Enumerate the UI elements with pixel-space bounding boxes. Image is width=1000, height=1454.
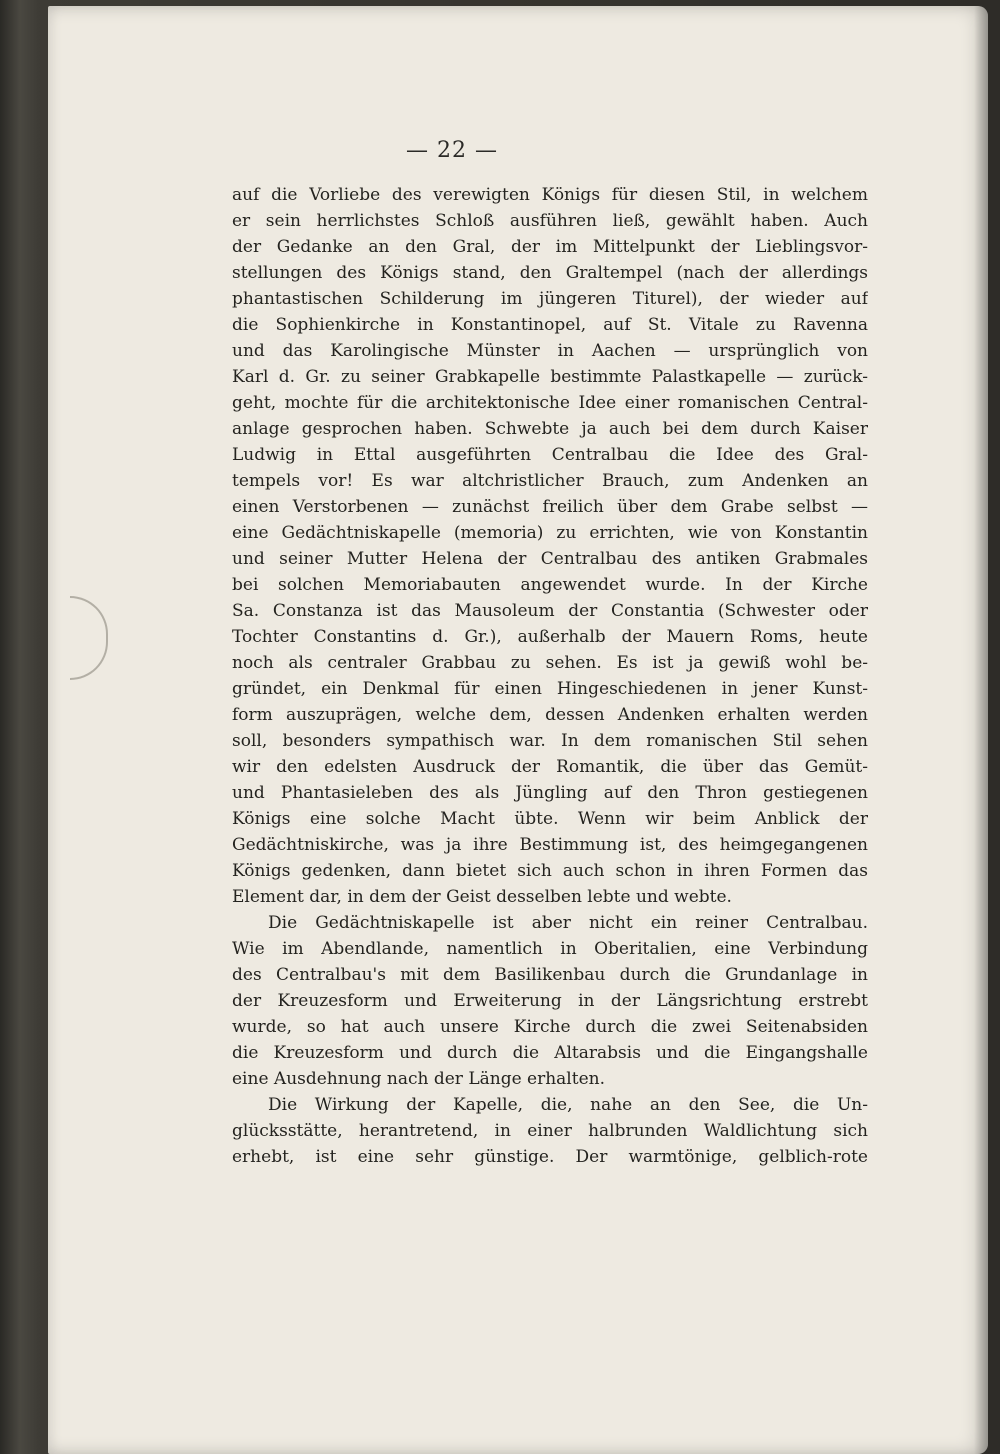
text-line: Sa. Constanza ist das Mausoleum der Constantia (Schwester oder xyxy=(232,601,868,621)
text-line: Wie im Abendlande, namentlich in Oberitalien, eine Verbindung xyxy=(232,939,868,959)
text-line: anlage gesprochen haben. Schwebte ja auch bei dem durch Kaiser xyxy=(232,419,868,439)
text-line: Gedächtniskirche, was ja ihre Bestimmung ist, des heimgegangenen xyxy=(232,835,868,855)
paper-clip-mark xyxy=(70,596,108,680)
text-line: Karl d. Gr. zu seiner Grabkapelle bestimmte Palastkapelle — zurück- xyxy=(232,367,868,387)
text-line: auf die Vorliebe des verewigten Königs für diesen Stil, in welchem xyxy=(232,185,868,205)
text-line: der Kreuzesform und Erweiterung in der Längsrichtung erstrebt xyxy=(232,991,868,1011)
page-number: — 22 — xyxy=(406,138,498,163)
text-line: geht, mochte für die architektonische Idee einer romanischen Central- xyxy=(232,393,868,413)
text-line: eine Gedächtniskapelle (memoria) zu errichten, wie von Konstantin xyxy=(232,523,868,543)
text-line: die Kreuzesform und durch die Altarabsis und die Eingangshalle xyxy=(232,1043,868,1063)
text-line: noch als centraler Grabbau zu sehen. Es ist ja gewiß wohl be- xyxy=(232,653,868,673)
text-line: form auszuprägen, welche dem, dessen Andenken erhalten werden xyxy=(232,705,868,725)
text-line: und Phantasieleben des als Jüngling auf den Thron gestiegenen xyxy=(232,783,868,803)
text-line: der Gedanke an den Gral, der im Mittelpunkt der Lieblingsvor- xyxy=(232,237,868,257)
text-line: wurde, so hat auch unsere Kirche durch die zwei Seitenabsiden xyxy=(232,1017,868,1037)
text-line: Die Gedächtniskapelle ist aber nicht ein reiner Centralbau. xyxy=(268,913,868,933)
text-line: Tochter Constantins d. Gr.), außerhalb der Mauern Roms, heute xyxy=(232,627,868,647)
text-line: erhebt, ist eine sehr günstige. Der warmtönige, gelblich-rote xyxy=(232,1147,868,1167)
text-line: einen Verstorbenen — zunächst freilich über dem Grabe selbst — xyxy=(232,497,868,517)
text-line: Die Wirkung der Kapelle, die, nahe an den See, die Un- xyxy=(268,1095,868,1115)
text-line: Königs gedenken, dann bietet sich auch schon in ihren Formen das xyxy=(232,861,868,881)
text-line: Ludwig in Ettal ausgeführten Centralbau die Idee des Gral- xyxy=(232,445,868,465)
text-line: Königs eine solche Macht übte. Wenn wir beim Anblick der xyxy=(232,809,868,829)
text-line: gründet, ein Denkmal für einen Hingeschiedenen in jener Kunst- xyxy=(232,679,868,699)
text-line: glücksstätte, herantretend, in einer halbrunden Waldlichtung sich xyxy=(232,1121,868,1141)
text-line: die Sophienkirche in Konstantinopel, auf St. Vitale zu Ravenna xyxy=(232,315,868,335)
text-line: und das Karolingische Münster in Aachen — ursprünglich von xyxy=(232,341,868,361)
text-line: des Centralbau's mit dem Basilikenbau durch die Grundanlage in xyxy=(232,965,868,985)
text-line: eine Ausdehnung nach der Länge erhalten. xyxy=(232,1069,605,1089)
text-line: wir den edelsten Ausdruck der Romantik, die über das Gemüt- xyxy=(232,757,868,777)
text-line: stellungen des Königs stand, den Graltempel (nach der allerdings xyxy=(232,263,868,283)
text-line: phantastischen Schilderung im jüngeren Titurel), der wieder auf xyxy=(232,289,868,309)
body-text xyxy=(232,182,868,1170)
text-line: bei solchen Memoriabauten angewendet wurde. In der Kirche xyxy=(232,575,868,595)
text-line: er sein herrlichstes Schloß ausführen ließ, gewählt haben. Auch xyxy=(232,211,868,231)
text-line: soll, besonders sympathisch war. In dem romanischen Stil sehen xyxy=(232,731,868,751)
text-line: tempels vor! Es war altchristlicher Brauch, zum Andenken an xyxy=(232,471,868,491)
text-line: Element dar, in dem der Geist desselben lebte und webte. xyxy=(232,887,732,907)
text-line: und seiner Mutter Helena der Centralbau des antiken Grabmales xyxy=(232,549,868,569)
